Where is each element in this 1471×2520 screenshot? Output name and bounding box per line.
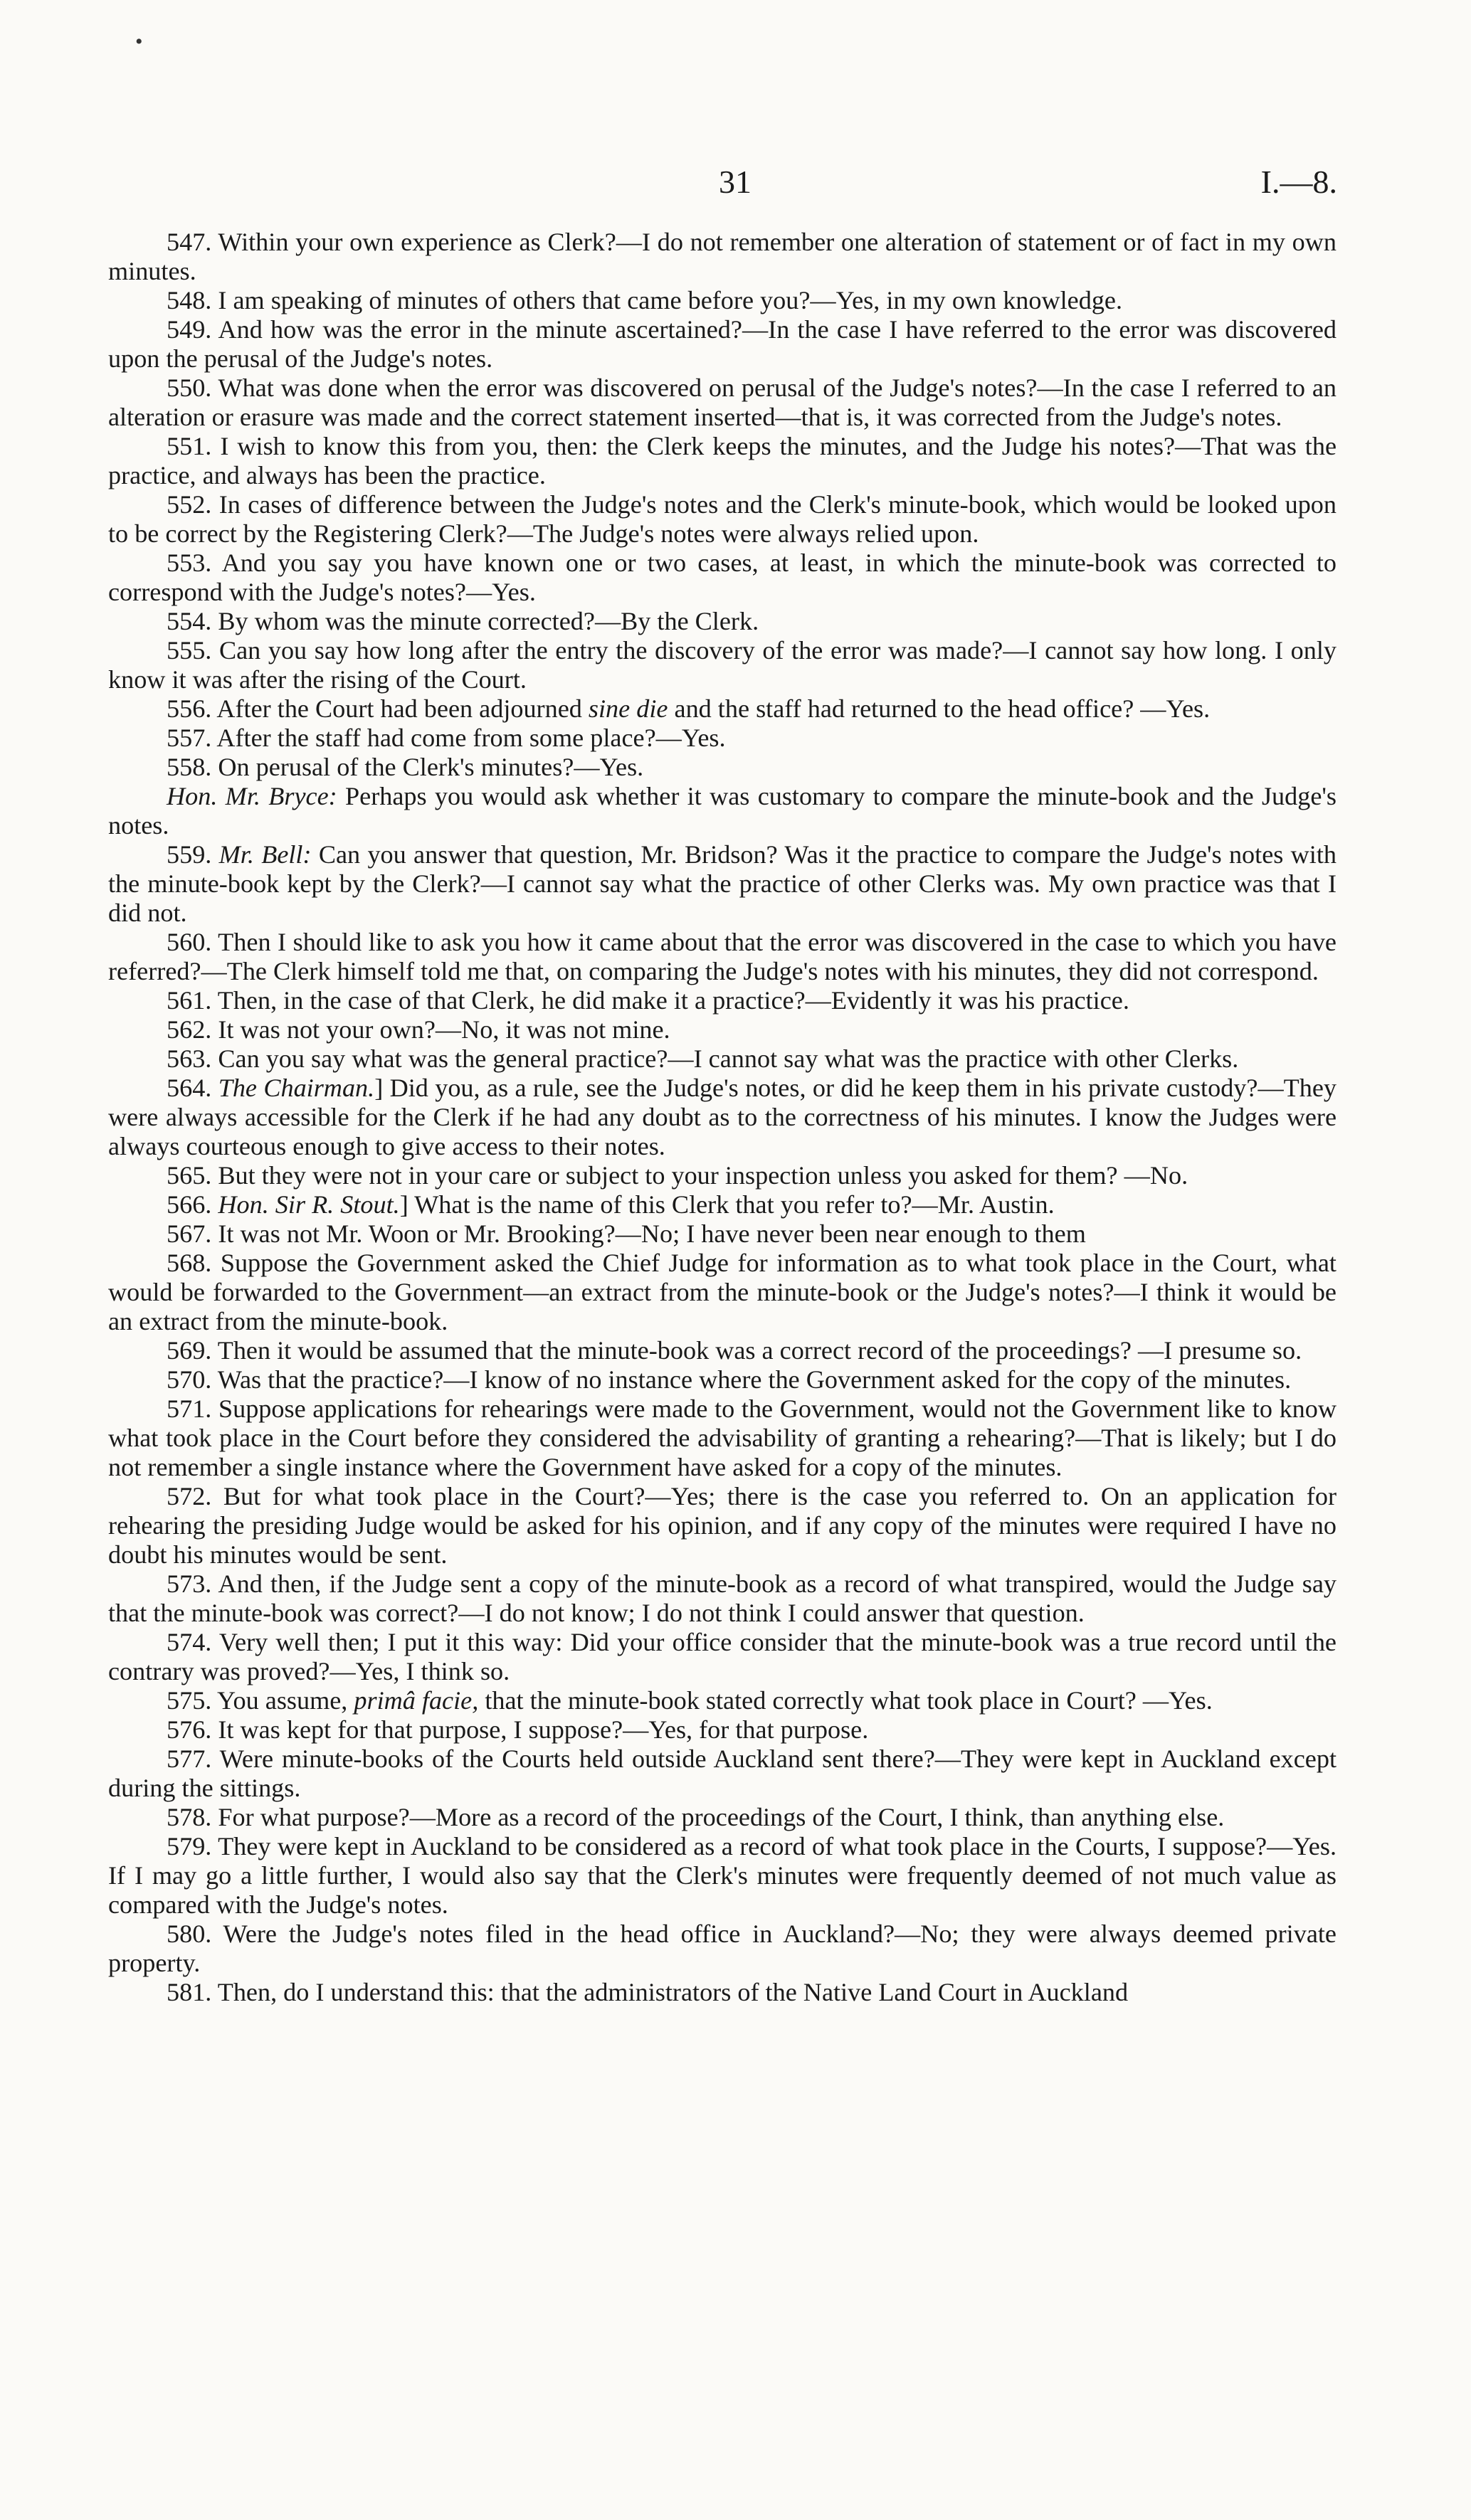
question-paragraph: 573. And then, if the Judge sent a copy of the minute-book as a record of what transpired, would the Judge say that the minute-book was correct?—I do not know; I do not think I could answer that question. [108, 1569, 1336, 1627]
margin-mark: • [135, 30, 143, 53]
question-paragraph: 576. It was kept for that purpose, I suppose?—Yes, for that purpose. [167, 1715, 869, 1744]
question-paragraph: 554. By whom was the minute corrected?—By the Clerk. [167, 607, 759, 635]
question-paragraph: 581. Then, do I understand this: that the administrators of the Native Land Court in Auckland [167, 1978, 1129, 2006]
page-number: 31 [719, 164, 752, 200]
question-paragraph: 560. Then I should like to ask you how it came about that the error was discovered in the case to which you have referred?—The Clerk himself told me that, on comparing the Judge's notes with his minutes, they did not correspond. [108, 928, 1336, 985]
question-paragraph: 550. What was done when the error was discovered on perusal of the Judge's notes?—In the case I referred to an alteration or erasure was made and the correct statement inserted—that is, it was corrected from the Judge's notes. [108, 374, 1336, 431]
question-paragraph: 556. After the Court had been adjourned sine die and the staff had returned to the head office? —Yes. [167, 694, 1211, 723]
question-paragraph: 561. Then, in the case of that Clerk, he did make it a practice?—Evidently it was his practice. [167, 986, 1129, 1015]
question-paragraph: 563. Can you say what was the general practice?—I cannot say what was the practice with other Clerks. [167, 1044, 1239, 1073]
question-paragraph: 566. Hon. Sir R. Stout.] What is the name of this Clerk that you refer to?—Mr. Austin. [167, 1190, 1055, 1219]
question-paragraph: 569. Then it would be assumed that the minute-book was a correct record of the proceedings? —I presume so. [167, 1336, 1302, 1365]
question-paragraph: 558. On perusal of the Clerk's minutes?—Yes. [167, 753, 644, 781]
question-paragraph: 571. Suppose applications for rehearings were made to the Government, would not the Government like to know what took place in the Court before they considered the advisability of granting a rehearing?—That is likely; but I do not remember a single instance where the Government have asked for a copy of the minutes. [108, 1394, 1336, 1481]
question-paragraph: 551. I wish to know this from you, then: the Clerk keeps the minutes, and the Judge his notes?—That was the practice, and always has been the practice. [108, 432, 1336, 489]
page-header [0, 162, 1471, 205]
question-paragraph: 557. After the staff had come from some place?—Yes. [167, 724, 726, 752]
question-paragraph: 570. Was that the practice?—I know of no instance where the Government asked for the copy of the minutes. [167, 1365, 1292, 1394]
question-paragraph: 555. Can you say how long after the entry the discovery of the error was made?—I cannot say how long. I only know it was after the rising of the Court. [108, 636, 1336, 694]
evidence-text [108, 228, 1336, 2462]
question-paragraph: 553. And you say you have known one or two cases, at least, in which the minute-book was corrected to correspond with the Judge's notes?—Yes. [108, 549, 1336, 606]
question-paragraph: 565. But they were not in your care or subject to your inspection unless you asked for them? —No. [167, 1161, 1188, 1190]
question-paragraph: 552. In cases of difference between the Judge's notes and the Clerk's minute-book, which would be looked upon to be correct by the Registering Clerk?—The Judge's notes were always relied upon. [108, 490, 1336, 548]
question-paragraph: 574. Very well then; I put it this way: Did your office consider that the minute-book was a true record until the contrary was proved?—Yes, I think so. [108, 1628, 1336, 1685]
document-reference: I.—8. [1260, 164, 1337, 200]
question-paragraph: 548. I am speaking of minutes of others that came before you?—Yes, in my own knowledge. [167, 286, 1123, 314]
question-paragraph: 564. The Chairman.] Did you, as a rule, see the Judge's notes, or did he keep them in his private custody?—They were always accessible for the Clerk if he had any doubt as to the correctness of his minutes. I know the Judges were always courteous enough to give access to their notes. [108, 1074, 1336, 1160]
question-paragraph: 580. Were the Judge's notes filed in the head office in Auckland?—No; they were always deemed private property. [108, 1920, 1336, 1977]
question-paragraph: 549. And how was the error in the minute ascertained?—In the case I have referred to the error was discovered upon the perusal of the Judge's notes. [108, 315, 1336, 373]
question-paragraph: 579. They were kept in Auckland to be considered as a record of what took place in the Courts, I suppose?—Yes. If I may go a little further, I would also say that the Clerk's minutes were frequently deemed of not much value as compared with the Judge's notes. [108, 1832, 1336, 1919]
question-paragraph: 559. Mr. Bell: Can you answer that question, Mr. Bridson? Was it the practice to compare the Judge's notes with the minute-book kept by the Clerk?—I cannot say what the practice of other Clerks was. My own practice was that I did not. [108, 840, 1336, 927]
question-paragraph: 568. Suppose the Government asked the Chief Judge for information as to what took place in the Court, what would be forwarded to the Government—an extract from the minute-book or the Judge's notes?—I think it would be an extract from the minute-book. [108, 1249, 1336, 1335]
question-paragraph: 562. It was not your own?—No, it was not mine. [167, 1015, 670, 1044]
question-paragraph: Hon. Mr. Bryce: Perhaps you would ask whether it was customary to compare the minute-book and the Judge's notes. [108, 782, 1336, 840]
question-paragraph: 572. But for what took place in the Court?—Yes; there is the case you referred to. On an application for rehearing the presiding Judge would be asked for his opinion, and if any copy of the minutes were required I have no doubt his minutes would be sent. [108, 1482, 1336, 1569]
question-paragraph: 577. Were minute-books of the Courts held outside Auckland sent there?—They were kept in Auckland except during the sittings. [108, 1745, 1336, 1802]
question-paragraph: 578. For what purpose?—More as a record of the proceedings of the Court, I think, than anything else. [167, 1803, 1225, 1831]
question-paragraph: 547. Within your own experience as Clerk?—I do not remember one alteration of statement or of fact in my own minutes. [108, 228, 1336, 285]
question-paragraph: 575. You assume, primâ facie, that the minute-book stated correctly what took place in Court? —Yes. [167, 1686, 1213, 1715]
question-paragraph: 567. It was not Mr. Woon or Mr. Brooking?—No; I have never been near enough to them [167, 1219, 1086, 1248]
